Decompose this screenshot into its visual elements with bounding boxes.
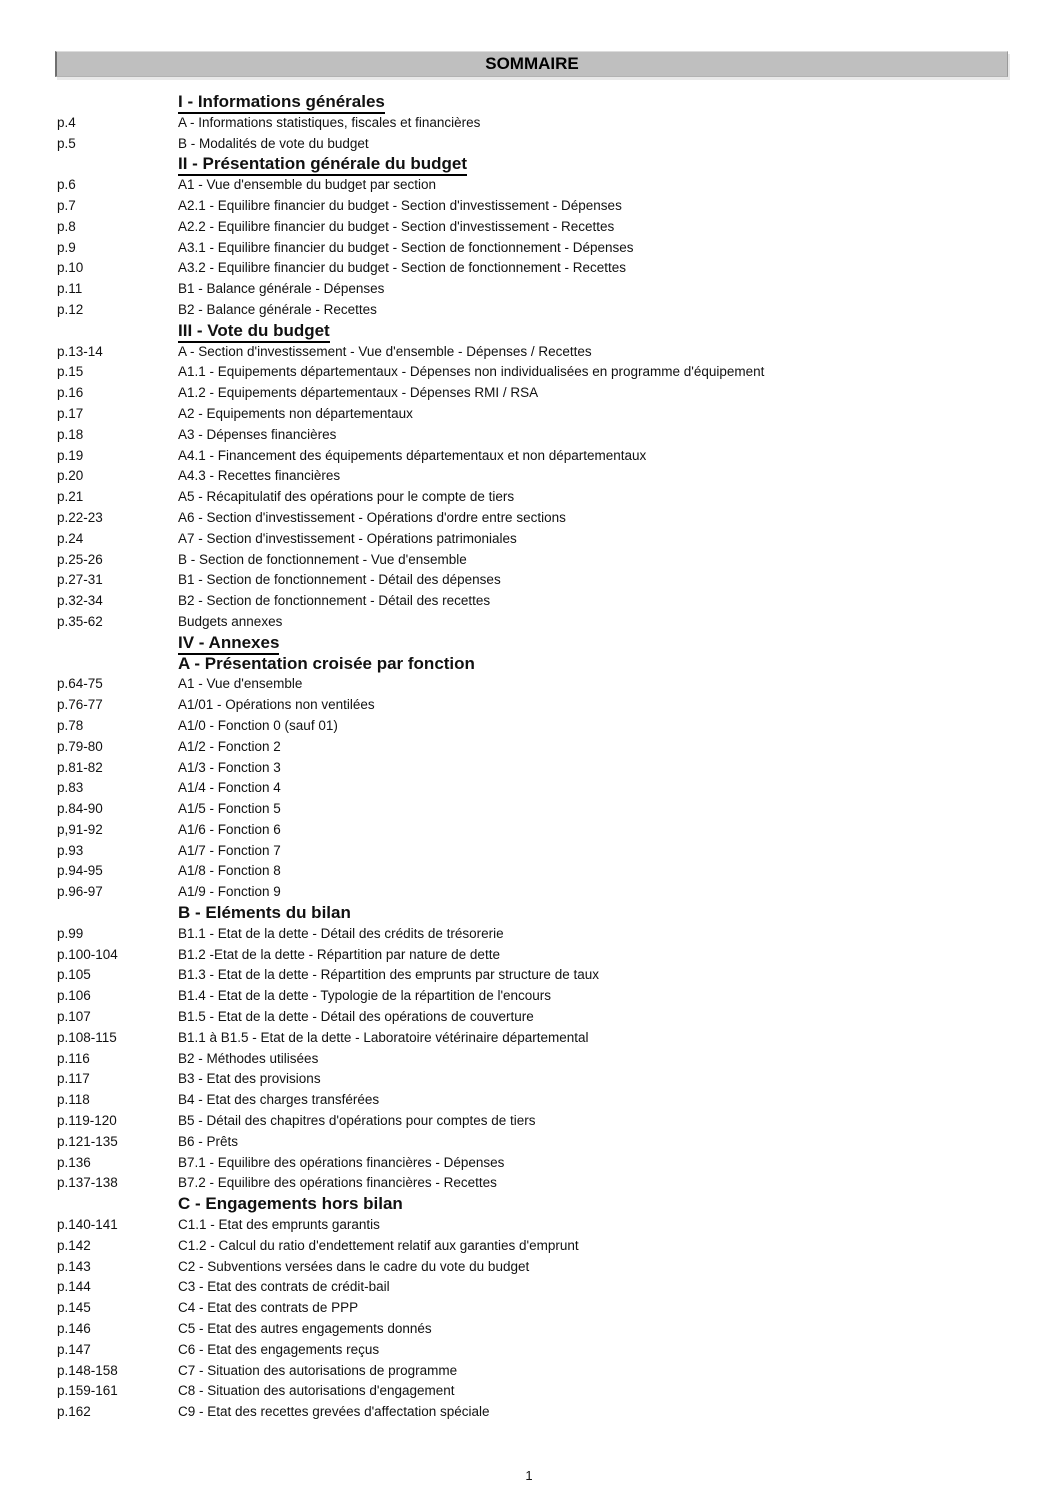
- toc-entry-title: A1 - Vue d'ensemble: [178, 676, 303, 692]
- toc-entry-pages: p.11: [57, 281, 83, 297]
- toc-entry-title: A3.1 - Equilibre financier du budget - Section de fonctionnement - Dépenses: [178, 239, 634, 255]
- toc-entry: [57, 1215, 1018, 1236]
- toc-entry-pages: p.108-115: [57, 1029, 117, 1045]
- toc-entry-pages: p.143: [57, 1258, 91, 1274]
- toc-entry-title: A6 - Section d'investissement - Opérations d'ordre entre sections: [178, 509, 566, 525]
- toc-entry-title: A7 - Section d'investissement - Opérations patrimoniales: [178, 530, 517, 546]
- toc-entry: [57, 1049, 1018, 1070]
- toc-entry: [57, 924, 1018, 945]
- toc-entry-pages: p.145: [57, 1300, 91, 1316]
- toc-entry-title: A4.1 - Financement des équipements départementaux et non départementaux: [178, 447, 647, 463]
- toc-entry: [57, 570, 1018, 591]
- toc-entry-pages: p.142: [57, 1237, 91, 1253]
- toc-entry-title: B1 - Balance générale - Dépenses: [178, 281, 385, 297]
- toc-entry-pages: p.6: [57, 177, 76, 193]
- toc-entry: [57, 882, 1018, 903]
- toc-entry: [57, 446, 1018, 467]
- toc-entry-title: B1.1 - Etat de la dette - Détail des crédits de trésorerie: [178, 925, 504, 941]
- section-header: [178, 654, 1018, 675]
- toc-entry: [57, 986, 1018, 1007]
- toc-entry: [57, 196, 1018, 217]
- toc-entry-pages: p.78: [57, 717, 84, 733]
- section-header-label: B - Eléments du bilan: [178, 903, 351, 923]
- toc-section: [57, 92, 1018, 154]
- toc-entry: [57, 965, 1018, 986]
- toc-entry-pages: p.105: [57, 967, 91, 983]
- toc-entry: [57, 1402, 1018, 1423]
- toc-entry-pages: p.25-26: [57, 551, 103, 567]
- toc-entry: [57, 1069, 1018, 1090]
- toc-entry-title: B - Section de fonctionnement - Vue d'ensemble: [178, 551, 467, 567]
- section-header-label: II - Présentation générale du budget: [178, 154, 467, 176]
- toc-entry-title: A3.2 - Equilibre financier du budget - Section de fonctionnement - Recettes: [178, 260, 627, 276]
- toc-entry-title: C4 - Etat des contrats de PPP: [178, 1300, 359, 1316]
- toc-entry-title: A - Informations statistiques, fiscales et financières: [178, 114, 481, 130]
- toc-entry-pages: p.159-161: [57, 1383, 118, 1399]
- toc-entry: [57, 425, 1018, 446]
- toc-entry-pages: p.18: [57, 426, 84, 442]
- toc-entry-pages: p.13-14: [57, 343, 103, 359]
- toc-entry-title: B1.2 -Etat de la dette - Répartition par nature de dette: [178, 946, 500, 962]
- toc-entry-title: A2.2 - Equilibre financier du budget - Section d'investissement - Recettes: [178, 218, 615, 234]
- toc-entry: [57, 342, 1018, 363]
- toc-entry: [57, 1319, 1018, 1340]
- toc-entry-title: C1.1 - Etat des emprunts garantis: [178, 1217, 380, 1233]
- toc-entry: [57, 861, 1018, 882]
- toc-entry: [57, 1381, 1018, 1402]
- toc-section: [57, 154, 1018, 320]
- section-header-label: C - Engagements hors bilan: [178, 1194, 403, 1214]
- toc-entry-title: A1/0 - Fonction 0 (sauf 01): [178, 717, 338, 733]
- toc-entry-title: C3 - Etat des contrats de crédit-bail: [178, 1279, 390, 1295]
- section-header: [178, 154, 1018, 175]
- toc-section: [57, 654, 1018, 904]
- toc-entry-pages: p.10: [57, 260, 84, 276]
- toc-entry-pages: p.94-95: [57, 863, 103, 879]
- toc-entry-pages: p.93: [57, 842, 84, 858]
- toc-entry-title: A1/7 - Fonction 7: [178, 842, 281, 858]
- toc-entry-title: A1/5 - Fonction 5: [178, 801, 281, 817]
- toc-entry-pages: p.144: [57, 1279, 91, 1295]
- toc-entry: [57, 466, 1018, 487]
- toc-entry-title: B2 - Méthodes utilisées: [178, 1050, 319, 1066]
- section-header-label: III - Vote du budget: [178, 321, 330, 343]
- toc-entry: [57, 1132, 1018, 1153]
- sommaire-banner: [55, 51, 1008, 77]
- toc-entry-title: A1 - Vue d'ensemble du budget par section: [178, 177, 436, 193]
- toc-entry-pages: p.137-138: [57, 1175, 118, 1191]
- toc-entry-title: A1/3 - Fonction 3: [178, 759, 281, 775]
- section-header: [178, 1194, 1018, 1215]
- toc-entry-title: B5 - Détail des chapitres d'opérations pour comptes de tiers: [178, 1113, 536, 1129]
- section-header-label: A - Présentation croisée par fonction: [178, 653, 475, 673]
- toc-entry: [57, 820, 1018, 841]
- section-header: [178, 903, 1018, 924]
- toc-entry-pages: p.5: [57, 135, 76, 151]
- toc-entry-title: B6 - Prêts: [178, 1133, 239, 1149]
- toc-entry: [57, 1236, 1018, 1257]
- toc-entry: [57, 1007, 1018, 1028]
- toc-entry-title: B2 - Balance générale - Recettes: [178, 301, 377, 317]
- toc-entry: [57, 778, 1018, 799]
- toc-entry-title: C7 - Situation des autorisations de programme: [178, 1362, 458, 1378]
- toc-entry-title: A1.1 - Equipements départementaux - Dépenses non individualisées en programme d'équipement: [178, 364, 765, 380]
- toc-entry: [57, 217, 1018, 238]
- toc-entry-title: C6 - Etat des engagements reçus: [178, 1341, 380, 1357]
- toc-entry-title: B7.1 - Equilibre des opérations financières - Dépenses: [178, 1154, 505, 1170]
- toc-section: [57, 633, 1018, 654]
- toc-entry-pages: p.119-120: [57, 1113, 117, 1129]
- toc-entry: [57, 258, 1018, 279]
- toc-entry: [57, 1111, 1018, 1132]
- page-title: SOMMAIRE: [485, 54, 579, 73]
- toc-entry-title: B1.5 - Etat de la dette - Détail des opérations de couverture: [178, 1009, 534, 1025]
- toc-entry: [57, 383, 1018, 404]
- toc-entry: [57, 1173, 1018, 1194]
- toc-entry-pages: p.8: [57, 218, 76, 234]
- toc-entry-pages: p.76-77: [57, 697, 103, 713]
- toc-entry: [57, 612, 1018, 633]
- toc-entry-pages: p.22-23: [57, 509, 103, 525]
- toc-section: [57, 1194, 1018, 1423]
- toc-section: [57, 321, 1018, 633]
- toc-entry: [57, 175, 1018, 196]
- toc-entry: [57, 1028, 1018, 1049]
- toc-entry-pages: p.136: [57, 1154, 91, 1170]
- toc-entry: [57, 113, 1018, 134]
- toc-entry-title: A2.1 - Equilibre financier du budget - Section d'investissement - Dépenses: [178, 197, 622, 213]
- toc-entry-pages: p.83: [57, 780, 84, 796]
- toc-entry-title: A1/6 - Fonction 6: [178, 821, 281, 837]
- toc-entry-pages: p.100-104: [57, 946, 118, 962]
- toc-entry-pages: p.64-75: [57, 676, 103, 692]
- toc-entry: [57, 300, 1018, 321]
- toc-entry: [57, 841, 1018, 862]
- toc-entry-title: C2 - Subventions versées dans le cadre du vote du budget: [178, 1258, 530, 1274]
- toc-entry-pages: p.99: [57, 925, 84, 941]
- toc-entry-pages: p.140-141: [57, 1217, 118, 1233]
- toc-entry-pages: p.162: [57, 1404, 91, 1420]
- toc-entry-title: Budgets annexes: [178, 613, 283, 629]
- toc-entry: [57, 279, 1018, 300]
- toc-entry: [57, 1340, 1018, 1361]
- page-number: 1: [525, 1468, 533, 1483]
- toc-entry-pages: p.118: [57, 1092, 90, 1108]
- toc-entry-title: B4 - Etat des charges transférées: [178, 1092, 380, 1108]
- toc-entry-pages: p.96-97: [57, 884, 103, 900]
- toc-entry: [57, 695, 1018, 716]
- toc-entry-title: B1.3 - Etat de la dette - Répartition des emprunts par structure de taux: [178, 967, 599, 983]
- toc-entry-title: B - Modalités de vote du budget: [178, 135, 369, 151]
- toc-entry: [57, 716, 1018, 737]
- toc-entry-title: C1.2 - Calcul du ratio d'endettement relatif aux garanties d'emprunt: [178, 1237, 579, 1253]
- toc-entry-pages: p.15: [57, 364, 84, 380]
- toc-entry: [57, 1090, 1018, 1111]
- toc-entry: [57, 487, 1018, 508]
- toc-entry-pages: p.81-82: [57, 759, 103, 775]
- toc-entry: [57, 362, 1018, 383]
- toc-entry-title: A3 - Dépenses financières: [178, 426, 337, 442]
- toc-entry: [57, 529, 1018, 550]
- toc-entry-pages: p.16: [57, 385, 84, 401]
- toc-entry: [57, 1298, 1018, 1319]
- toc-entry: [57, 508, 1018, 529]
- section-header: [178, 633, 1018, 654]
- toc-entry-title: A1/8 - Fonction 8: [178, 863, 281, 879]
- toc-entry: [57, 945, 1018, 966]
- toc-entry-pages: p.147: [57, 1341, 91, 1357]
- toc-entry-pages: p.9: [57, 239, 76, 255]
- toc-entry-pages: p,91-92: [57, 821, 103, 837]
- section-header: [178, 92, 1018, 113]
- toc-entry-pages: p.117: [57, 1071, 90, 1087]
- toc-entry-title: B1.1 à B1.5 - Etat de la dette - Laboratoire vétérinaire départemental: [178, 1029, 589, 1045]
- toc-entry-title: A - Section d'investissement - Vue d'ensemble - Dépenses / Recettes: [178, 343, 592, 359]
- section-header-label: I - Informations générales: [178, 92, 385, 114]
- toc-entry: [57, 591, 1018, 612]
- section-header-label: IV - Annexes: [178, 633, 279, 655]
- toc-entry-pages: p.32-34: [57, 593, 103, 609]
- toc-entry: [57, 758, 1018, 779]
- toc-entry-pages: p.19: [57, 447, 84, 463]
- toc-entry-title: A1/9 - Fonction 9: [178, 884, 281, 900]
- toc-entry: [57, 238, 1018, 259]
- toc-entry: [57, 404, 1018, 425]
- toc-entry: [57, 1361, 1018, 1382]
- toc-entry-title: B2 - Section de fonctionnement - Détail des recettes: [178, 593, 491, 609]
- table-of-contents: [57, 92, 1018, 1423]
- toc-entry-pages: p.7: [57, 197, 76, 213]
- toc-entry-pages: p.20: [57, 468, 84, 484]
- toc-entry-pages: p.79-80: [57, 738, 103, 754]
- toc-entry-pages: p.148-158: [57, 1362, 118, 1378]
- toc-entry-pages: p.17: [57, 405, 84, 421]
- toc-entry-pages: p.84-90: [57, 801, 103, 817]
- toc-entry-title: A1/01 - Opérations non ventilées: [178, 697, 375, 713]
- toc-entry-title: B1 - Section de fonctionnement - Détail des dépenses: [178, 572, 501, 588]
- toc-entry-pages: p.35-62: [57, 613, 103, 629]
- toc-entry-title: C9 - Etat des recettes grevées d'affectation spéciale: [178, 1404, 490, 1420]
- toc-entry-title: C5 - Etat des autres engagements donnés: [178, 1321, 432, 1337]
- toc-entry-pages: p.24: [57, 530, 84, 546]
- toc-entry-title: B3 - Etat des provisions: [178, 1071, 321, 1087]
- section-header: [178, 321, 1018, 342]
- toc-entry-title: C8 - Situation des autorisations d'engagement: [178, 1383, 455, 1399]
- toc-entry-pages: p.107: [57, 1009, 91, 1025]
- toc-entry: [57, 1153, 1018, 1174]
- toc-entry-title: A1.2 - Equipements départementaux - Dépenses RMI / RSA: [178, 385, 539, 401]
- toc-entry: [57, 1277, 1018, 1298]
- toc-entry: [57, 674, 1018, 695]
- toc-entry-title: A5 - Récapitulatif des opérations pour le compte de tiers: [178, 489, 515, 505]
- toc-entry: [57, 737, 1018, 758]
- toc-entry-pages: p.27-31: [57, 572, 103, 588]
- toc-entry-pages: p.21: [57, 489, 84, 505]
- toc-entry-pages: p.4: [57, 114, 76, 130]
- toc-entry-pages: p.12: [57, 301, 84, 317]
- toc-entry-title: A1/4 - Fonction 4: [178, 780, 281, 796]
- toc-entry-title: A4.3 - Recettes financières: [178, 468, 341, 484]
- toc-entry-title: A2 - Equipements non départementaux: [178, 405, 413, 421]
- toc-section: [57, 903, 1018, 1194]
- toc-entry-pages: p.106: [57, 988, 91, 1004]
- page-number-footer: [0, 1468, 1058, 1483]
- toc-entry: [57, 550, 1018, 571]
- toc-entry-title: B1.4 - Etat de la dette - Typologie de la répartition de l'encours: [178, 988, 552, 1004]
- toc-entry-title: B7.2 - Equilibre des opérations financières - Recettes: [178, 1175, 497, 1191]
- toc-entry-pages: p.146: [57, 1321, 91, 1337]
- toc-entry: [57, 134, 1018, 155]
- toc-entry-pages: p.121-135: [57, 1133, 118, 1149]
- toc-entry: [57, 799, 1018, 820]
- toc-entry-pages: p.116: [57, 1050, 90, 1066]
- toc-entry-title: A1/2 - Fonction 2: [178, 738, 281, 754]
- toc-entry: [57, 1257, 1018, 1278]
